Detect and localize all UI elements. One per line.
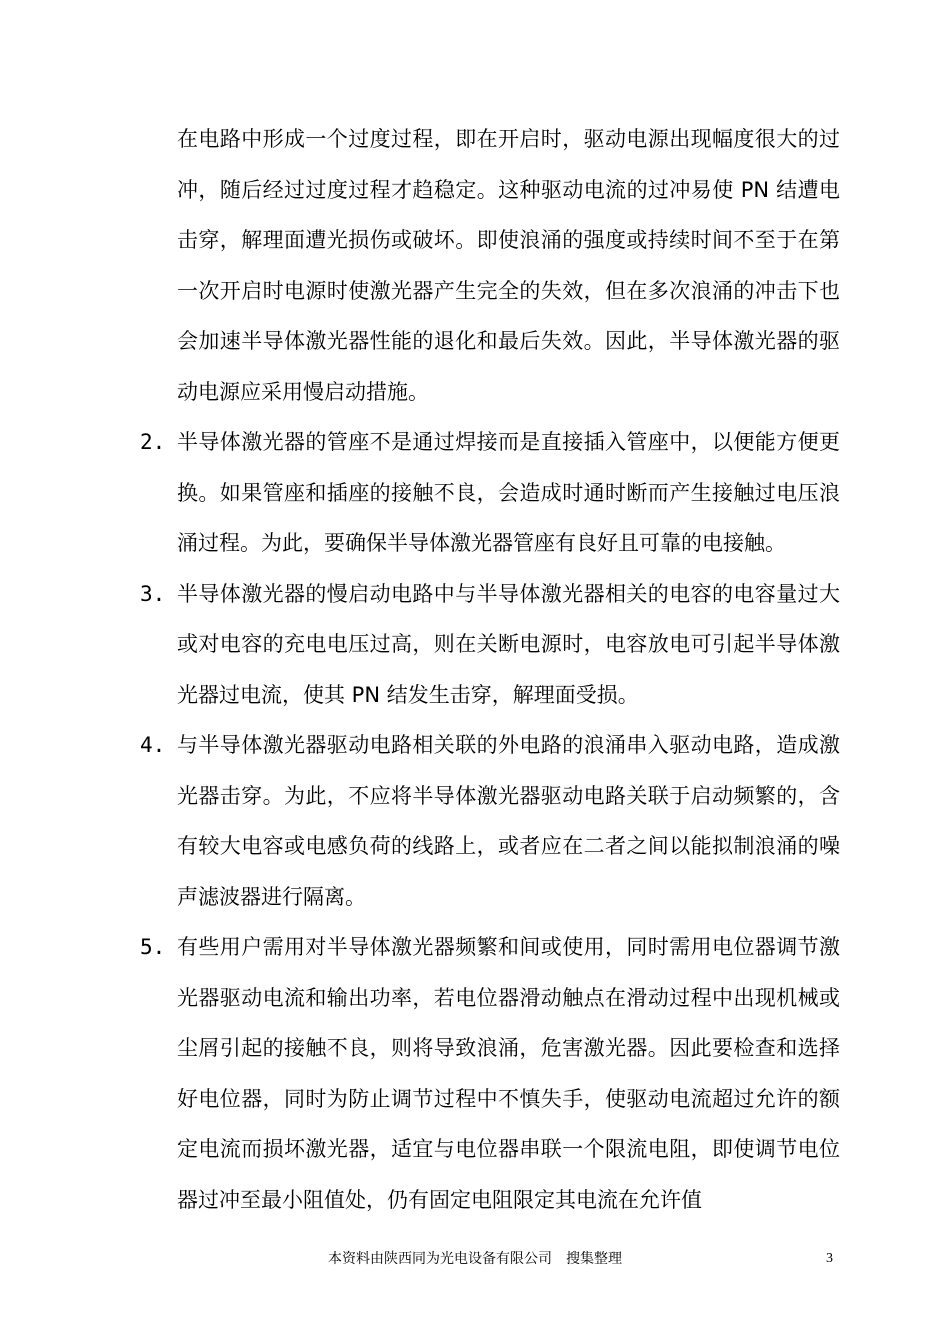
list-item-number: 5.: [140, 935, 166, 959]
list-item: [140, 417, 840, 569]
list-item-text: 半导体激光器的慢启动电路中与半导体激光器相关的电容的电容量过大或对电容的充电电压过高，则在关断电源时，电容放电可引起半导体激光器过电流，使其 PN 结发生击穿，解理面受损。: [177, 581, 840, 707]
footer-source-text: 本资料由陕西同为光电设备有限公司 搜集整理: [328, 1251, 622, 1267]
page-number: 3: [826, 1251, 833, 1266]
list-item-number: 3.: [140, 581, 166, 606]
list-item-text: 与半导体激光器驱动电路相关联的外电路的浪涌串入驱动电路，造成激光器击穿。为此，不应将半导体激光器驱动电路关联于启动频繁的，含有较大电容或电感负荷的线路上，或者应在二者之间以能拟制浪涌的噪声滤波器进行隔离。: [177, 733, 840, 909]
list-item-number: 2.: [140, 430, 166, 454]
list-item-text: 有些用户需用对半导体激光器频繁和间或使用，同时需用电位器调节激光器驱动电流和输出功率，若电位器滑动触点在滑动过程中出现机械或尘屑引起的接触不良，则将导致浪涌，危害激光器。因此要检查和选择好电位器，同时为防止调节过程中不慎失手，使驱动电流超过允许的额定电流而损坏激光器，适宜与电位器串联一个限流电阻，即使调节电位器过冲至最小阻值处，仍有固定电阻限定其电流在允许值: [177, 935, 840, 1212]
list-item: [140, 922, 840, 1225]
list-item: [140, 720, 840, 922]
list-item: [140, 569, 840, 721]
page-footer: [0, 1248, 950, 1272]
list-item-text: 半导体激光器的管座不是通过焊接而是直接插入管座中，以便能方便更换。如果管座和插座的接触不良，会造成时通时断而产生接触过电压浪涌过程。为此，要确保半导体激光器管座有良好且可靠的电接触。: [177, 430, 840, 555]
intro-paragraph: 在电路中形成一个过度过程，即在开启时，驱动电源出现幅度很大的过冲，随后经过过度过程才趋稳定。这种驱动电流的过冲易使 PN 结遭电击穿，解理面遭光损伤或破坏。即使浪涌的强度或持续时间不至于在第一次开启时电源时使激光器产生完全的失效，但在多次浪涌的冲击下也会加速半导体激光器性能的退化和最后失效。因此，半导体激光器的驱动电源应采用慢启动措施。: [177, 127, 840, 404]
list-item-number: 4.: [140, 733, 166, 757]
document-body: [140, 114, 840, 1225]
